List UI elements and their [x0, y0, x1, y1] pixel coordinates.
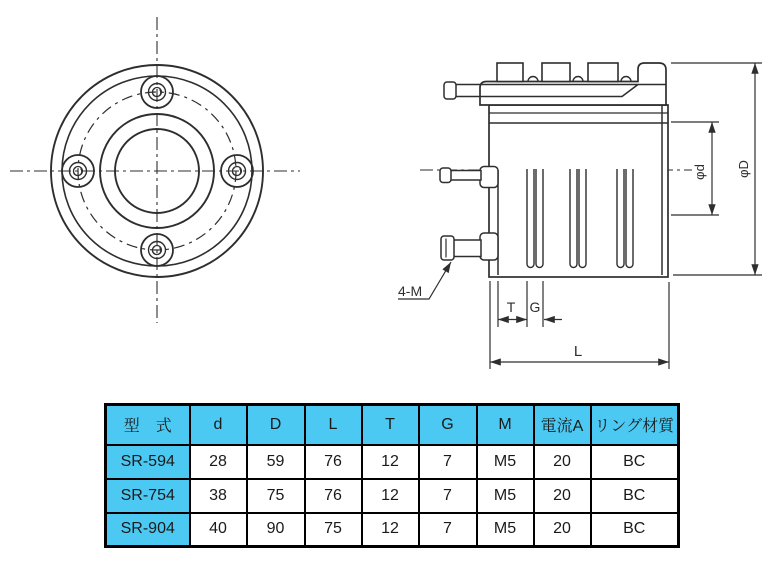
- bolt-callout-label: 4-M: [398, 283, 423, 299]
- column-header-model: 型 式: [106, 405, 190, 445]
- spec-cell: 12: [362, 513, 419, 547]
- spec-cell: 75: [305, 513, 362, 547]
- spec-cell: 20: [534, 479, 591, 513]
- column-header-T: T: [362, 405, 419, 445]
- column-header-d: d: [190, 405, 247, 445]
- spec-cell: 90: [247, 513, 305, 547]
- spec-cell: 7: [419, 513, 477, 547]
- spec-cell: 28: [190, 445, 247, 479]
- spec-cell: 75: [247, 479, 305, 513]
- dim-d-label: φd: [692, 164, 707, 180]
- column-header-G: G: [419, 405, 477, 445]
- model-cell: SR-904: [106, 513, 190, 547]
- spec-cell: 12: [362, 479, 419, 513]
- spec-table-container: [104, 403, 680, 548]
- spec-cell: BC: [591, 445, 679, 479]
- column-header-ring-material: リング材質: [591, 405, 679, 445]
- column-header-L: L: [305, 405, 362, 445]
- table-row: [106, 479, 679, 513]
- spec-cell: BC: [591, 479, 679, 513]
- column-header-current: 電流A: [534, 405, 591, 445]
- table-header-row: [106, 405, 679, 445]
- model-cell: SR-754: [106, 479, 190, 513]
- brush-blocks: [497, 63, 618, 82]
- spec-table: [104, 403, 680, 548]
- spec-cell: 20: [534, 445, 591, 479]
- spec-cell: 12: [362, 445, 419, 479]
- lower-stud: [441, 233, 498, 260]
- side-view: [420, 63, 692, 277]
- column-header-D: D: [247, 405, 305, 445]
- spec-cell: M5: [477, 513, 534, 547]
- dim-L-label: L: [573, 343, 583, 360]
- model-cell: SR-594: [106, 445, 190, 479]
- spec-cell: BC: [591, 513, 679, 547]
- spec-cell: 76: [305, 479, 362, 513]
- spec-cell: M5: [477, 445, 534, 479]
- spec-cell: 40: [190, 513, 247, 547]
- spec-cell: 7: [419, 479, 477, 513]
- spec-cell: M5: [477, 479, 534, 513]
- spec-cell: 76: [305, 445, 362, 479]
- dim-D-label: φD: [736, 160, 751, 178]
- front-view: [10, 17, 300, 323]
- spec-cell: 59: [247, 445, 305, 479]
- spec-cell: 38: [190, 479, 247, 513]
- dim-T-label: T: [506, 299, 516, 315]
- dim-G-label: G: [529, 299, 541, 315]
- spec-cell: 7: [419, 445, 477, 479]
- table-row: [106, 445, 679, 479]
- spec-cell: 20: [534, 513, 591, 547]
- table-row: [106, 513, 679, 547]
- column-header-M: M: [477, 405, 534, 445]
